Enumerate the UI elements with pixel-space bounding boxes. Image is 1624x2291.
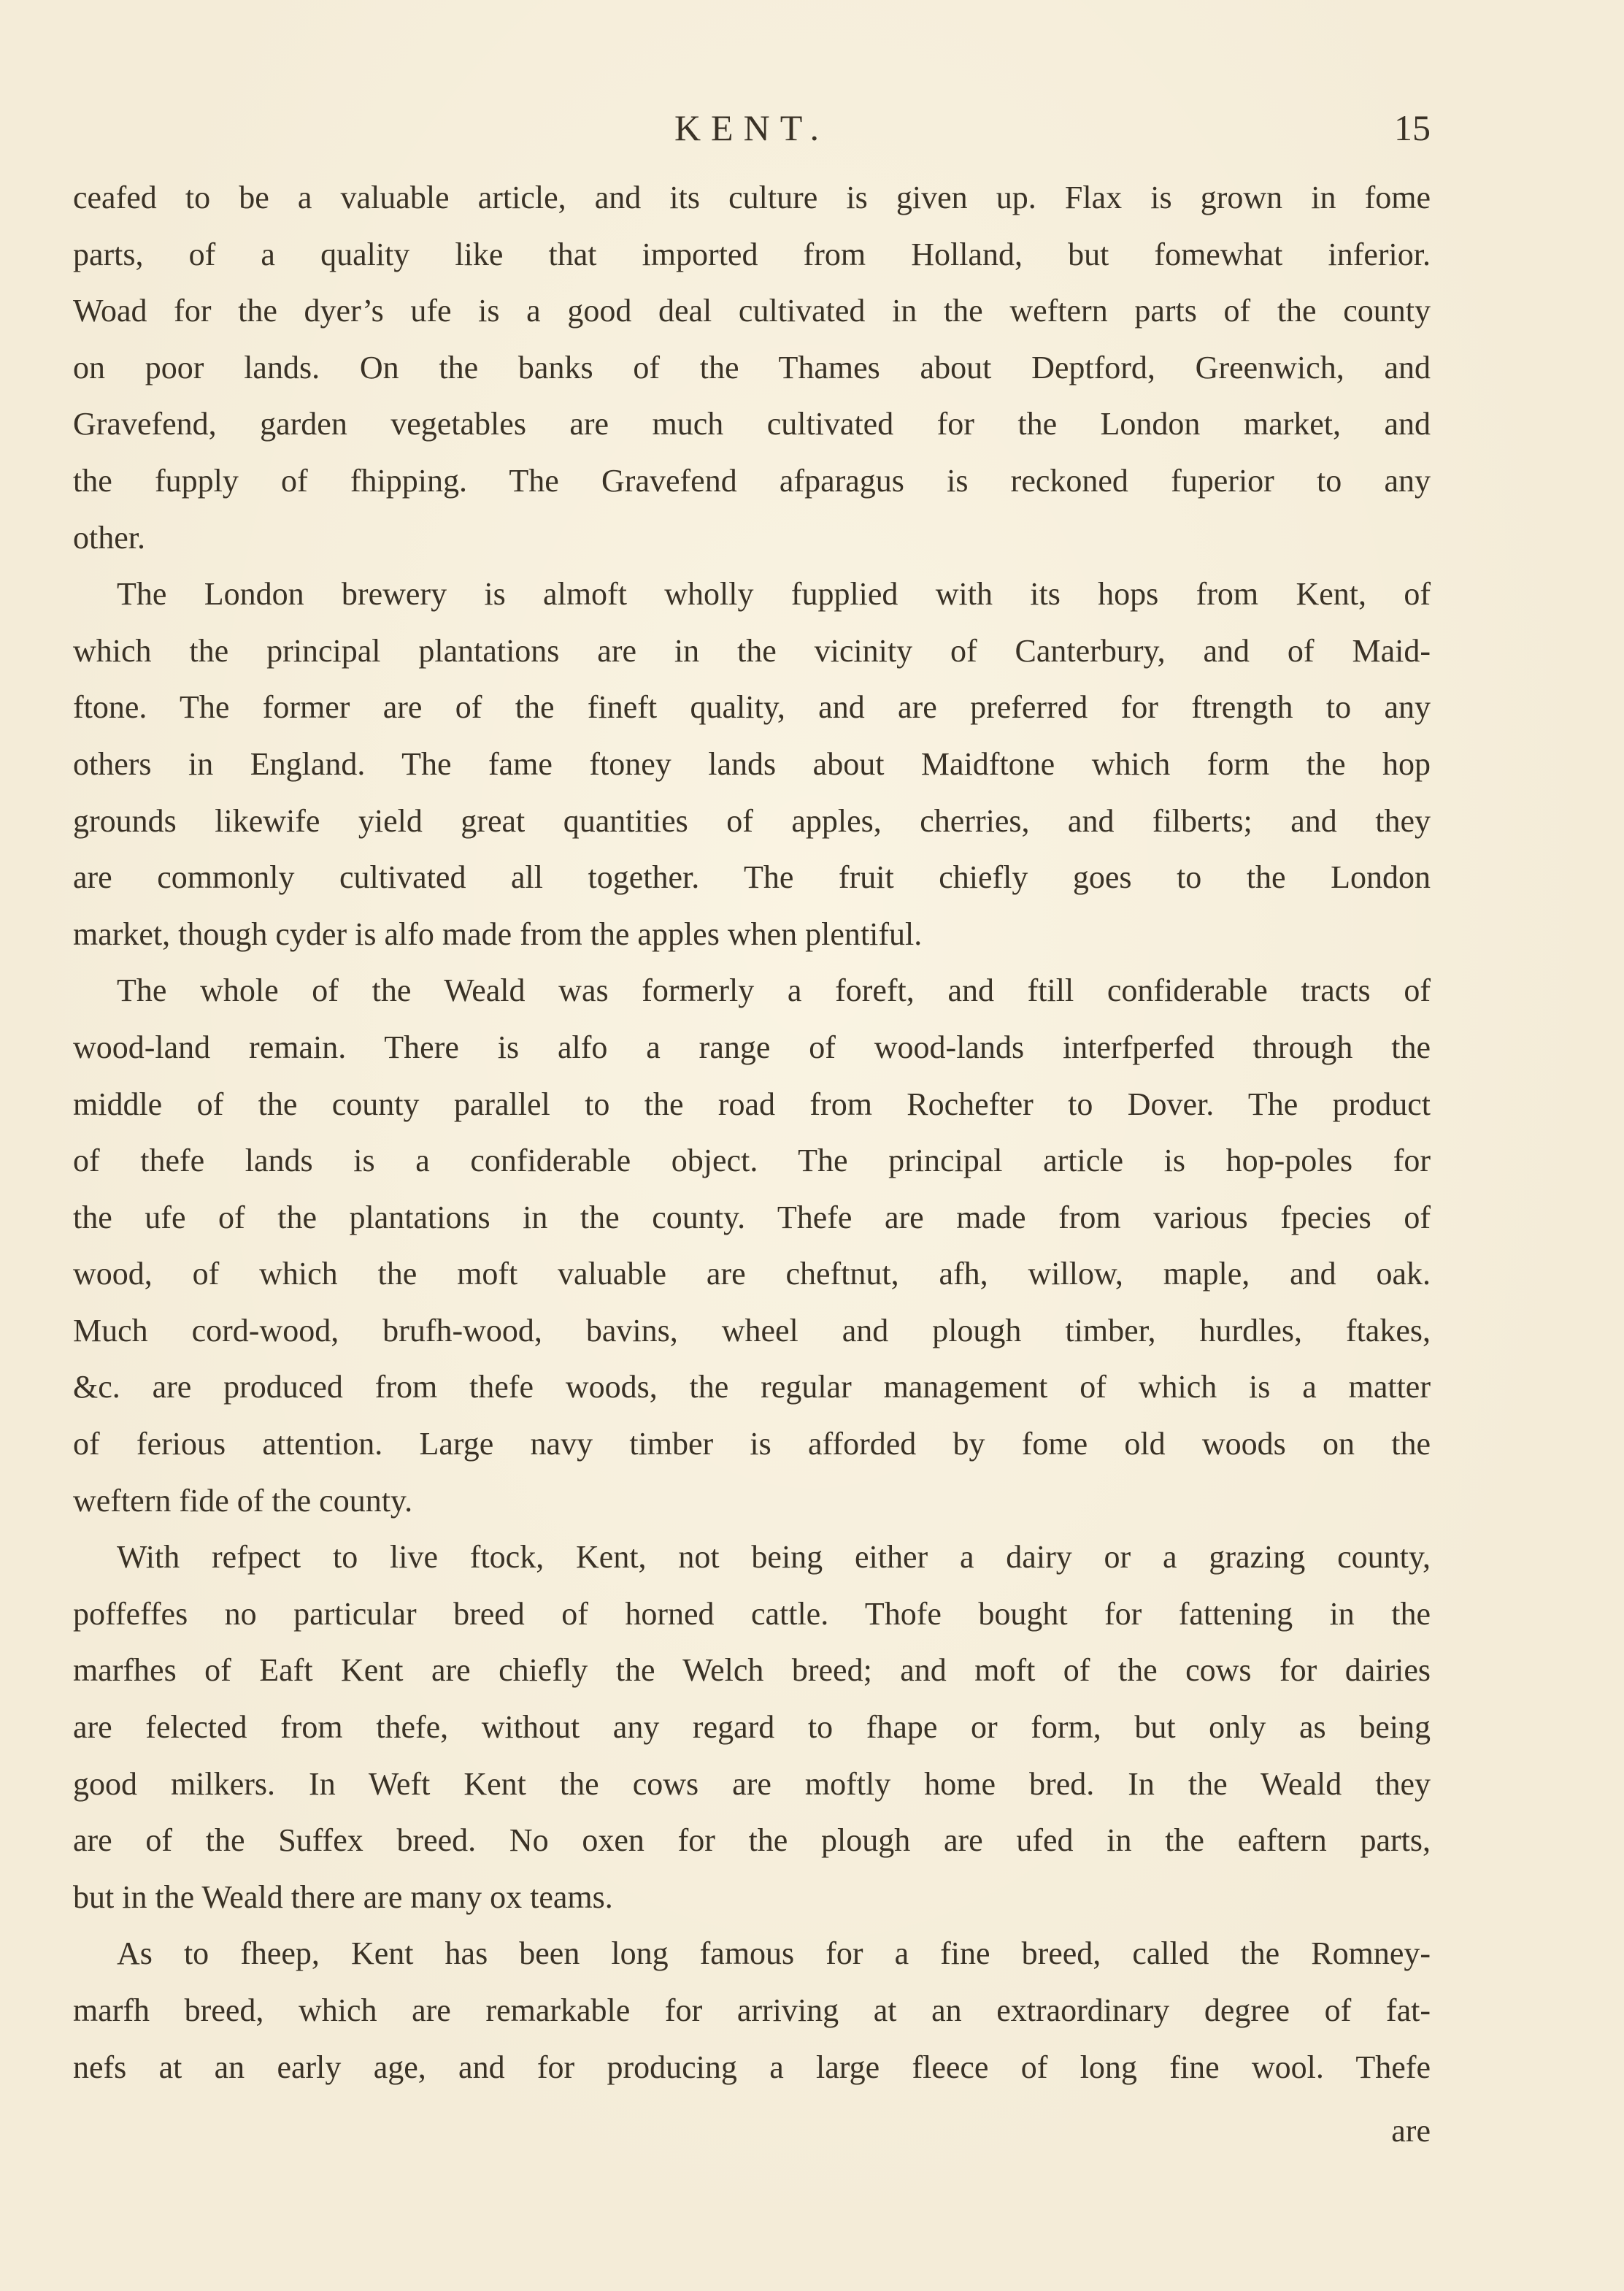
text-line: others in England. The fame ftoney lands about Maidftone which form the hop xyxy=(73,745,1431,782)
body-text xyxy=(73,169,1431,2095)
text-line: weftern fide of the county. xyxy=(73,1482,413,1519)
text-line: on poor lands. On the banks of the Thames about Deptford, Greenwich, and xyxy=(73,349,1431,385)
text-line: marfh breed, which are remarkable for arriving at an extraordinary degree of fat- xyxy=(73,1992,1431,2028)
text-line: but in the Weald there are many ox teams. xyxy=(73,1879,613,1915)
text-line: of thefe lands is a confiderable object. The principal article is hop-poles for xyxy=(73,1143,1431,1179)
text-line: The whole of the Weald was formerly a foreft, and ftill confiderable tracts of xyxy=(117,972,1431,1009)
text-line: which the principal plantations are in the vicinity of Canterbury, and of Maid- xyxy=(73,632,1431,669)
text-line: poffeffes no particular breed of horned cattle. Thofe bought for fattening in the xyxy=(73,1595,1431,1632)
text-line: parts, of a quality like that imported from Holland, but fomewhat inferior. xyxy=(73,236,1431,272)
text-line: As to fheep, Kent has been long famous for a fine breed, called the Romney- xyxy=(117,1935,1431,1972)
text-line: With refpect to live ftock, Kent, not being either a dairy or a grazing county, xyxy=(117,1539,1431,1576)
text-line: ceafed to be a valuable article, and its culture is given up. Flax is grown in fome xyxy=(73,180,1431,215)
text-line: The London brewery is almoft wholly fupplied with its hops from Kent, of xyxy=(117,576,1431,613)
text-line: other. xyxy=(73,519,145,556)
text-line: nefs at an early age, and for producing a large fleece of long fine wool. Thefe xyxy=(73,2049,1431,2085)
text-line: market, though cyder is alfo made from the apples when plentiful. xyxy=(73,916,923,952)
text-line: are felected from thefe, without any regard to fhape or form, but only as being xyxy=(73,1709,1431,1746)
text-line: grounds likewife yield great quantities of apples, cherries, and filberts; and they xyxy=(73,802,1431,839)
text-line: ftone. The former are of the fineft quality, and are preferred for ftrength to any xyxy=(73,689,1431,726)
text-line: Much cord-wood, brufh-wood, bavins, wheel and plough timber, hurdles, ftakes, xyxy=(73,1312,1431,1348)
catchword: are xyxy=(1391,2113,1431,2149)
text-line: &c. are produced from thefe woods, the regular management of which is a matter xyxy=(73,1369,1431,1405)
text-line: Gravefend, garden vegetables are much cultivated for the London market, and xyxy=(73,406,1431,442)
text-line: marfhes of Eaft Kent are chiefly the Welch breed; and moft of the cows for dairies xyxy=(73,1652,1431,1689)
text-line: wood-land remain. There is alfo a range of wood-lands interfperfed through the xyxy=(73,1029,1431,1065)
text-line: of ferious attention. Large navy timber is afforded by fome old woods on the xyxy=(73,1426,1431,1462)
page-number: 15 xyxy=(1394,107,1431,148)
text-line: the fupply of fhipping. The Gravefend afparagus is reckoned fuperior to any xyxy=(73,462,1431,499)
text-line: Woad for the dyer’s ufe is a good deal cultivated in the weftern parts of the county xyxy=(73,293,1431,329)
text-line: middle of the county parallel to the road from Rochefter to Dover. The product xyxy=(73,1086,1431,1122)
page-header xyxy=(73,102,1431,153)
text-line: are of the Suffex breed. No oxen for the plough are ufed in the eaftern parts, xyxy=(73,1822,1431,1859)
text-line: the ufe of the plantations in the county. Thefe are made from various fpecies of xyxy=(73,1199,1431,1235)
text-line: are commonly cultivated all together. The fruit chiefly goes to the London xyxy=(73,859,1431,896)
text-line: good milkers. In Weft Kent the cows are moftly home bred. In the Weald they xyxy=(73,1765,1431,1802)
text-line: wood, of which the moft valuable are cheftnut, afh, willow, maple, and oak. xyxy=(73,1256,1431,1292)
running-head: KENT. xyxy=(674,107,830,148)
